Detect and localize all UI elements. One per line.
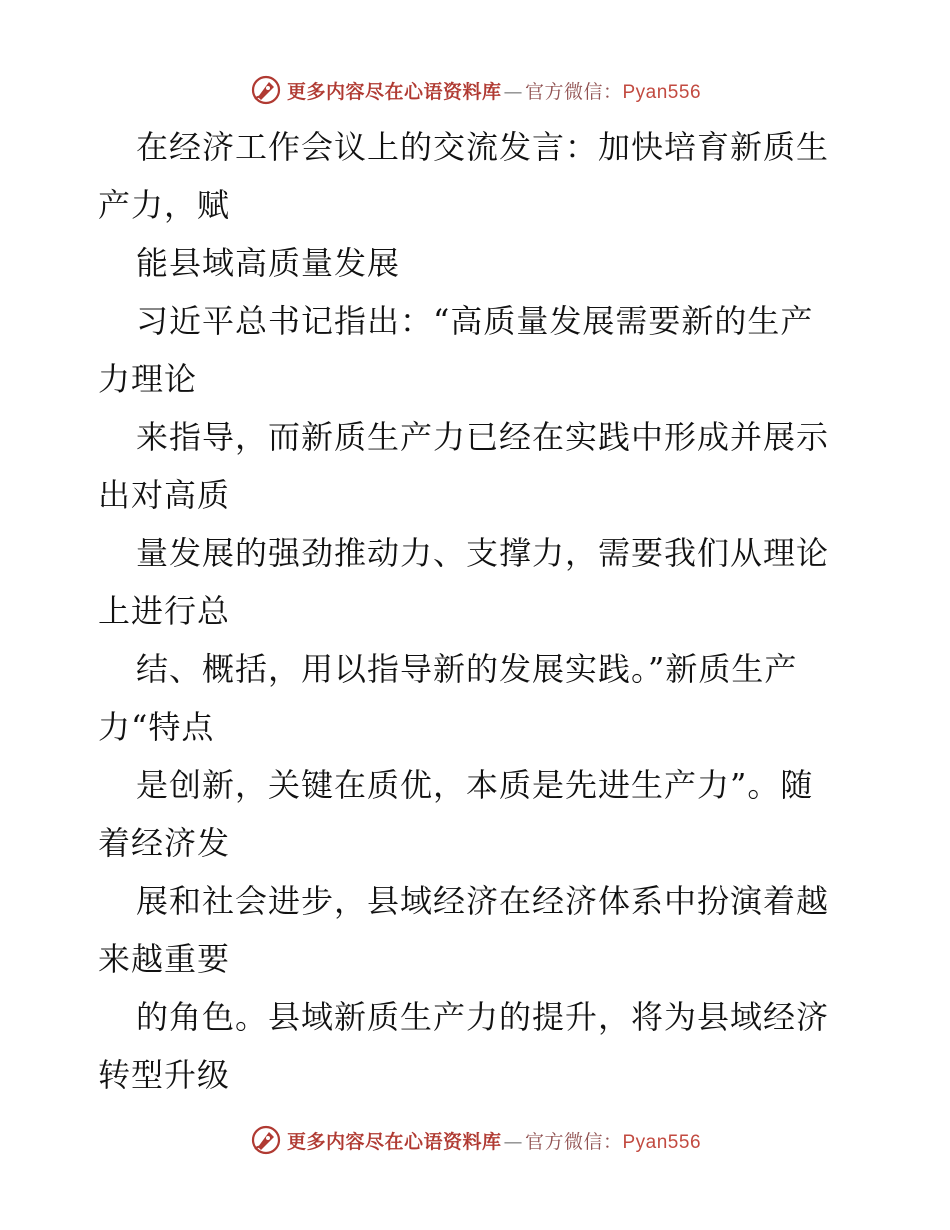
body-line: 量发展的强劲推动力、支撑力，需要我们从理论 xyxy=(136,534,830,572)
body-line: 结、概括，用以指导新的发展实践。”新质生产 xyxy=(136,650,798,688)
body-line: 着经济发 xyxy=(98,824,231,862)
footer-wechat-id: Pyan556 xyxy=(622,1131,702,1153)
pen-nib-logo-icon xyxy=(249,73,283,107)
body-line: 的角色。县域新质生产力的提升，将为县域经济 xyxy=(136,998,830,1036)
footer-banner xyxy=(0,1118,950,1162)
pen-nib-logo-icon xyxy=(249,1123,283,1157)
footer-wechat-label: 官方微信： xyxy=(524,1130,623,1153)
body-line: 来指导，而新质生产力已经在实践中形成并展示 xyxy=(136,418,830,456)
body-line: 出对高质 xyxy=(98,476,231,514)
header-wechat-id: Pyan556 xyxy=(622,81,702,103)
header-site-text: 更多内容尽在心语资料库 xyxy=(286,80,502,103)
body-line: 力理论 xyxy=(98,360,198,398)
body-line: 上进行总 xyxy=(98,592,231,630)
header-dash: — xyxy=(503,80,523,103)
body-line: 来越重要 xyxy=(98,940,231,978)
body-line: 习近平总书记指出：“高质量发展需要新的生产 xyxy=(136,302,814,340)
body-line: 在经济工作会议上的交流发言：加快培育新质生 xyxy=(136,128,830,166)
body-line: 是创新，关键在质优，本质是先进生产力”。随 xyxy=(136,766,814,804)
body-line: 转型升级 xyxy=(98,1056,231,1094)
footer-site-text: 更多内容尽在心语资料库 xyxy=(286,1130,502,1153)
body-line: 展和社会进步，县域经济在经济体系中扮演着越 xyxy=(136,882,830,920)
body-line: 力“特点 xyxy=(98,708,215,746)
footer-banner-text xyxy=(287,1127,701,1154)
header-wechat-label: 官方微信： xyxy=(524,80,623,103)
header-banner xyxy=(0,68,950,112)
header-banner-text xyxy=(287,77,701,104)
body-line: 产力，赋 xyxy=(98,186,231,224)
body-line: 能县域高质量发展 xyxy=(136,244,401,282)
document-body xyxy=(98,118,858,1104)
footer-dash: — xyxy=(503,1130,523,1153)
